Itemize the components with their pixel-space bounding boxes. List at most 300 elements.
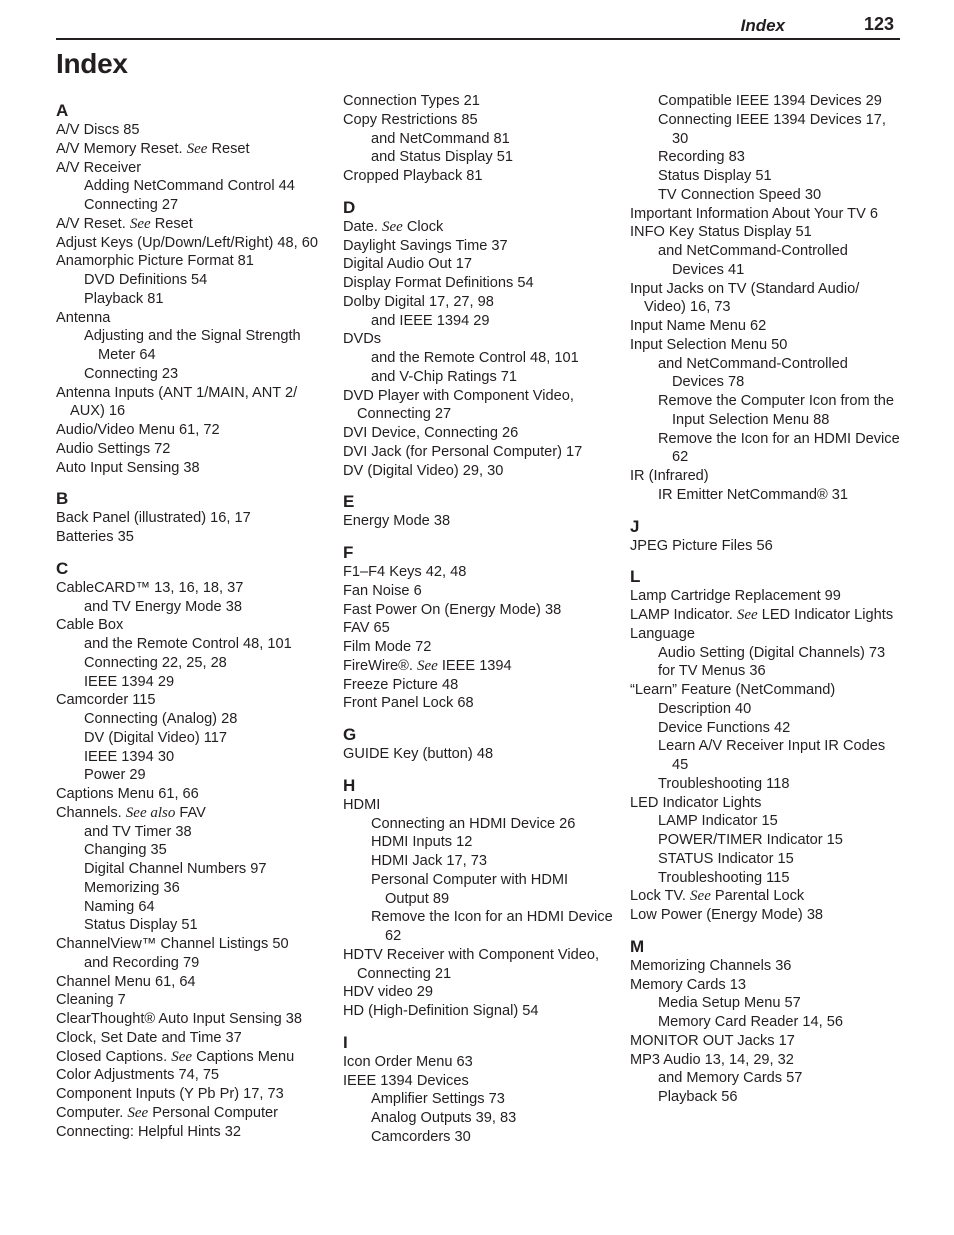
index-entry <box>630 976 902 995</box>
index-group <box>56 559 328 1142</box>
entry-text: Playback 56 <box>658 1089 738 1105</box>
entry-text: and Status Display 51 <box>371 149 513 166</box>
index-subentry <box>630 186 902 205</box>
entry-text: LAMP Indicator 15 <box>658 813 778 830</box>
index-column-1 <box>56 101 328 1153</box>
index-subentry <box>56 290 328 309</box>
index-entry <box>343 1053 615 1072</box>
index-entry <box>343 694 615 713</box>
index-entry <box>56 252 328 271</box>
entry-text: Learn A/V Receiver Input IR Codes 45 <box>658 738 886 773</box>
entry-text: HDMI <box>343 796 381 813</box>
entry-text: HD (High-Definition Signal) 54 <box>343 1003 539 1019</box>
index-letter-heading: I <box>343 1032 348 1052</box>
entry-text: MONITOR OUT Jacks 17 <box>630 1032 795 1049</box>
index-group <box>56 489 328 547</box>
see-target: Captions Menu <box>192 1048 295 1065</box>
index-subentry <box>56 729 328 748</box>
entry-text: A/V Memory Reset. <box>56 140 183 157</box>
see-reference: See <box>690 888 711 905</box>
see-reference: See also <box>125 804 176 821</box>
entry-text: STATUS Indicator 15 <box>658 850 794 867</box>
entry-text: F1–F4 Keys 42, 48 <box>343 564 467 580</box>
entry-text: Remove the Icon for an HDMI Device 62 <box>658 430 900 466</box>
see-target: Reset <box>150 215 193 232</box>
see-reference: See <box>129 215 151 232</box>
index-subentry <box>630 242 902 280</box>
entry-text: Date. <box>343 218 378 235</box>
index-group <box>343 92 615 186</box>
index-entry <box>56 1123 328 1142</box>
entry-text: DVI Jack (for Personal Computer) 17 <box>343 443 583 460</box>
entry-text: IEEE 1394 Devices <box>343 1072 469 1089</box>
index-entry <box>56 1085 328 1104</box>
entry-text: Personal Computer with HDMI Output 89 <box>371 871 569 907</box>
entry-text: Remove the Computer Icon from the Input Selection Menu 88 <box>658 393 895 428</box>
index-entry <box>630 467 902 486</box>
entry-text: Cable Box <box>56 617 124 634</box>
entry-text: JPEG Picture Files 56 <box>630 537 773 554</box>
index-column-2 <box>343 92 615 1159</box>
index-entry <box>56 159 328 178</box>
entry-text: and NetCommand-Controlled Devices 41 <box>658 243 848 278</box>
index-subentry <box>630 869 902 888</box>
entry-text: Naming 64 <box>84 898 155 915</box>
index-entry <box>343 424 615 443</box>
index-subentry <box>343 1128 615 1147</box>
entry-text: Memorizing Channels 36 <box>630 957 792 974</box>
index-entry <box>56 1029 328 1048</box>
entry-text: Camcorder 115 <box>56 692 156 709</box>
index-entry <box>343 796 615 815</box>
entry-text: Connecting IEEE 1394 Devices 17, 30 <box>658 111 886 147</box>
index-subentry <box>630 92 902 111</box>
index-group <box>343 543 615 713</box>
index-subentry <box>630 737 902 775</box>
index-group <box>343 492 615 531</box>
index-subentry <box>630 167 902 186</box>
entry-text: Front Panel Lock 68 <box>343 695 474 712</box>
entry-text: Anamorphic Picture Format 81 <box>56 253 254 270</box>
index-subentry <box>56 196 328 215</box>
entry-text: Dolby Digital 17, 27, 98 <box>343 293 494 310</box>
see-target: LED Indicator Lights <box>757 607 894 623</box>
index-subentry <box>630 831 902 850</box>
entry-text: Connecting 27 <box>84 197 179 213</box>
entry-text: Adjust Keys (Up/Down/Left/Right) 48, 60 <box>56 234 319 251</box>
entry-text: FireWire®. <box>343 657 413 674</box>
entry-text: HDMI Jack 17, 73 <box>371 853 487 869</box>
index-entry <box>56 1010 328 1029</box>
see-reference: See <box>186 140 208 157</box>
index-subentry <box>630 994 902 1013</box>
entry-text: DV (Digital Video) 117 <box>84 729 228 746</box>
index-subentry <box>630 719 902 738</box>
entry-text: Cleaning 7 <box>56 992 126 1009</box>
index-entry <box>343 638 615 657</box>
entry-text: Recording 83 <box>658 149 745 166</box>
entry-text: Audio/Video Menu 61, 72 <box>56 422 220 438</box>
index-subentry <box>56 654 328 673</box>
header-section-name: Index <box>740 16 785 35</box>
index-subentry <box>56 673 328 692</box>
entry-text: Input Selection Menu 50 <box>630 336 788 353</box>
index-subentry <box>343 148 615 167</box>
index-entry <box>56 973 328 992</box>
index-entry <box>630 587 902 606</box>
index-entry <box>630 681 902 700</box>
index-letter-heading: A <box>56 101 69 120</box>
index-subentry <box>343 1109 615 1128</box>
index-entry <box>630 887 902 906</box>
index-entry <box>630 625 902 644</box>
entry-text: LAMP Indicator. <box>630 607 733 623</box>
index-letter-heading: C <box>56 558 69 578</box>
entry-text: A/V Reset. <box>56 215 126 232</box>
index-group <box>630 517 902 556</box>
index-entry <box>343 676 615 695</box>
entry-text: HDMI Inputs 12 <box>371 834 473 851</box>
entry-text: Display Format Definitions 54 <box>343 275 534 291</box>
index-subentry <box>630 430 902 468</box>
entry-text: Lamp Cartridge Replacement 99 <box>630 588 841 605</box>
index-group <box>630 92 902 505</box>
entry-text: Energy Mode 38 <box>343 513 451 530</box>
see-target: Reset <box>207 140 250 157</box>
index-entry <box>343 111 615 130</box>
entry-text: HDV video 29 <box>343 984 434 1001</box>
index-letter-heading: M <box>630 936 645 956</box>
index-subentry <box>343 349 615 368</box>
index-letter-heading: D <box>343 197 356 217</box>
entry-text: Compatible IEEE 1394 Devices 29 <box>658 93 882 109</box>
entry-text: Digital Audio Out 17 <box>343 256 472 273</box>
entry-text: ClearThought® Auto Input Sensing 38 <box>56 1011 303 1027</box>
index-entry <box>343 582 615 601</box>
entry-text: Audio Setting (Digital Channels) 73 <box>658 644 886 661</box>
index-letter-heading: B <box>56 489 69 509</box>
index-entry <box>56 384 328 422</box>
see-target: IEEE 1394 <box>437 657 512 674</box>
index-entry <box>343 237 615 256</box>
entry-text: Adjusting and the Signal Strength Meter 64 <box>84 328 301 363</box>
index-letter-heading: J <box>630 516 640 536</box>
index-entry <box>630 794 902 813</box>
index-entry <box>56 991 328 1010</box>
index-subentry <box>343 871 615 909</box>
entry-text: Clock, Set Date and Time 37 <box>56 1029 242 1046</box>
entry-text: A/V Discs 85 <box>56 122 140 138</box>
entry-text: Memory Card Reader 14, 56 <box>658 1014 843 1030</box>
index-entry <box>56 616 328 635</box>
index-entry <box>343 563 615 582</box>
index-entry <box>56 309 328 328</box>
entry-text: for TV Menus 36 <box>658 663 766 680</box>
index-subentry <box>56 177 328 196</box>
index-subentry <box>343 833 615 852</box>
index-entry <box>343 387 615 425</box>
index-subentry <box>56 766 328 785</box>
index-subentry <box>56 635 328 654</box>
index-entry <box>56 1104 328 1123</box>
entry-text: Icon Order Menu 63 <box>343 1053 473 1070</box>
entry-text: Input Name Menu 62 <box>630 318 767 334</box>
index-entry <box>630 223 902 242</box>
index-group <box>630 937 902 1107</box>
index-subentry <box>56 954 328 973</box>
entry-text: Digital Channel Numbers 97 <box>84 861 267 877</box>
index-entry <box>630 205 902 224</box>
entry-text: Connecting: Helpful Hints 32 <box>56 1123 241 1140</box>
entry-text: Freeze Picture 48 <box>343 676 459 693</box>
entry-text: LED Indicator Lights <box>630 794 762 811</box>
index-letter-heading: H <box>343 775 356 795</box>
index-subentry <box>56 748 328 767</box>
entry-text: “Learn” Feature (NetCommand) <box>630 682 836 698</box>
entry-text: GUIDE Key (button) 48 <box>343 746 494 762</box>
entry-text: Remove the Icon for an HDMI Device 62 <box>371 909 613 944</box>
entry-text: Closed Captions. <box>56 1048 168 1065</box>
index-subentry <box>630 644 902 663</box>
index-entry <box>343 218 615 237</box>
entry-text: Status Display 51 <box>84 917 198 934</box>
index-entry <box>343 462 615 481</box>
entry-text: DVI Device, Connecting 26 <box>343 425 519 441</box>
index-entry <box>343 293 615 312</box>
entry-text: DV (Digital Video) 29, 30 <box>343 462 504 479</box>
entry-text: Antenna Inputs (ANT 1/MAIN, ANT 2/ AUX) 16 <box>56 384 298 420</box>
index-subentry <box>630 148 902 167</box>
index-subentry <box>343 368 615 387</box>
index-entry <box>56 215 328 234</box>
index-entry <box>56 935 328 954</box>
entry-text: Captions Menu 61, 66 <box>56 786 199 802</box>
entry-text: Computer. <box>56 1104 124 1121</box>
index-group <box>56 101 328 477</box>
index-subentry <box>56 365 328 384</box>
index-group <box>343 725 615 764</box>
entry-text: Power 29 <box>84 767 146 784</box>
index-entry <box>343 983 615 1002</box>
entry-text: DVD Player with Component Video, Connecting 27 <box>343 387 574 423</box>
index-entry <box>343 601 615 620</box>
entry-text: Camcorders 30 <box>371 1128 471 1145</box>
index-subentry <box>56 710 328 729</box>
index-entry <box>343 443 615 462</box>
index-entry <box>56 579 328 598</box>
entry-text: Description 40 <box>658 700 752 717</box>
running-header <box>56 14 900 40</box>
index-entry <box>630 1051 902 1070</box>
index-subentry <box>343 908 615 946</box>
index-entry <box>56 140 328 159</box>
index-subentry <box>630 111 902 149</box>
index-subentry <box>56 898 328 917</box>
entry-text: and Memory Cards 57 <box>658 1070 803 1087</box>
entry-text: Memory Cards 13 <box>630 976 746 993</box>
index-column-3 <box>630 92 902 1119</box>
index-letter-heading: F <box>343 543 354 562</box>
index-letter-heading: G <box>343 725 357 744</box>
entry-text: and TV Timer 38 <box>84 823 192 840</box>
entry-text: Color Adjustments 74, 75 <box>56 1067 220 1084</box>
entry-text: Film Mode 72 <box>343 639 432 655</box>
entry-text: and the Remote Control 48, 101 <box>371 350 579 366</box>
entry-text: and TV Energy Mode 38 <box>84 598 242 615</box>
see-target: Personal Computer <box>148 1104 279 1121</box>
entry-text: Analog Outputs 39, 83 <box>371 1110 517 1126</box>
entry-text: HDTV Receiver with Component Video, Connecting 21 <box>343 946 600 982</box>
entry-text: Component Inputs (Y Pb Pr) 17, 73 <box>56 1086 284 1102</box>
index-subentry <box>630 850 902 869</box>
index-entry <box>630 906 902 925</box>
entry-text: Channel Menu 61, 64 <box>56 973 196 990</box>
index-entry <box>630 336 902 355</box>
index-entry <box>343 92 615 111</box>
index-group <box>343 198 615 481</box>
index-subentry <box>343 312 615 331</box>
index-entry <box>56 691 328 710</box>
index-subentry <box>343 852 615 871</box>
index-entry <box>630 280 902 318</box>
entry-text: Memorizing 36 <box>84 879 180 896</box>
entry-text: Status Display 51 <box>658 168 772 184</box>
entry-text: IR Emitter NetCommand® 31 <box>658 486 848 503</box>
index-subentry <box>343 1090 615 1109</box>
entry-text: Amplifier Settings 73 <box>371 1091 505 1108</box>
index-subentry <box>343 815 615 834</box>
entry-text: Device Functions 42 <box>658 719 791 736</box>
entry-text: IEEE 1394 29 <box>84 673 175 690</box>
index-entry <box>56 440 328 459</box>
index-entry <box>343 745 615 764</box>
entry-text: Adding NetCommand Control 44 <box>84 178 295 195</box>
entry-text: Copy Restrictions 85 <box>343 111 478 128</box>
index-subentry <box>630 775 902 794</box>
entry-text: FAV 65 <box>343 620 390 637</box>
entry-text: Channels. <box>56 804 122 821</box>
entry-text: CableCARD™ 13, 16, 18, 37 <box>56 579 244 596</box>
index-entry <box>343 946 615 984</box>
entry-text: Fan Noise 6 <box>343 582 422 599</box>
index-subentry <box>56 327 328 365</box>
index-entry <box>343 255 615 274</box>
index-subentry <box>630 1013 902 1032</box>
entry-text: and Recording 79 <box>84 954 200 971</box>
index-letter-heading: L <box>630 567 641 587</box>
index-subentry <box>630 662 902 681</box>
entry-text: Lock TV. <box>630 888 686 905</box>
index-entry <box>343 512 615 531</box>
entry-text: IR (Infrared) <box>630 468 709 484</box>
see-reference: See <box>127 1104 149 1121</box>
entry-text: and IEEE 1394 29 <box>371 312 490 329</box>
index-entry <box>630 1032 902 1051</box>
page-title: Index <box>56 48 128 79</box>
index-subentry <box>56 598 328 617</box>
index-subentry <box>56 841 328 860</box>
see-reference: See <box>381 218 403 235</box>
entry-text: Back Panel (illustrated) 16, 17 <box>56 510 251 527</box>
index-group <box>343 776 615 1021</box>
index-entry <box>56 459 328 478</box>
index-subentry <box>56 916 328 935</box>
entry-text: and the Remote Control 48, 101 <box>84 636 292 652</box>
index-subentry <box>343 130 615 149</box>
index-subentry <box>630 486 902 505</box>
index-subentry <box>56 823 328 842</box>
entry-text: Connecting 23 <box>84 365 179 382</box>
index-subentry <box>56 271 328 290</box>
index-subentry <box>630 392 902 430</box>
entry-text: MP3 Audio 13, 14, 29, 32 <box>630 1051 794 1068</box>
entry-text: Important Information About Your TV 6 <box>630 205 878 222</box>
index-entry <box>56 121 328 140</box>
entry-text: Auto Input Sensing 38 <box>56 459 200 476</box>
index-entry <box>56 804 328 823</box>
see-target: Parental Lock <box>710 888 805 905</box>
entry-text: A/V Receiver <box>56 159 142 176</box>
entry-text: Input Jacks on TV (Standard Audio/ Video) 16, 73 <box>630 280 860 316</box>
index-entry <box>630 606 902 625</box>
entry-text: Media Setup Menu 57 <box>658 995 801 1012</box>
index-entry <box>343 274 615 293</box>
see-reference: See <box>736 607 758 623</box>
index-subentry <box>630 700 902 719</box>
entry-text: INFO Key Status Display 51 <box>630 224 812 241</box>
entry-text: IEEE 1394 30 <box>84 748 175 765</box>
entry-text: Low Power (Energy Mode) 38 <box>630 907 824 923</box>
see-reference: See <box>417 657 438 674</box>
index-entry <box>56 1048 328 1067</box>
entry-text: POWER/TIMER Indicator 15 <box>658 832 843 848</box>
index-subentry <box>630 812 902 831</box>
index-entry <box>56 528 328 547</box>
entry-text: Connecting (Analog) 28 <box>84 711 238 727</box>
entry-text: DVDs <box>343 331 382 348</box>
see-reference: See <box>171 1048 193 1065</box>
index-entry <box>56 785 328 804</box>
entry-text: Playback 81 <box>84 290 164 307</box>
entry-text: Troubleshooting 115 <box>658 869 790 886</box>
index-entry <box>343 330 615 349</box>
index-entry <box>56 421 328 440</box>
entry-text: Cropped Playback 81 <box>343 168 483 184</box>
entry-text: Connecting 22, 25, 28 <box>84 654 227 671</box>
index-entry <box>343 619 615 638</box>
entry-text: Fast Power On (Energy Mode) 38 <box>343 601 562 618</box>
entry-text: DVD Definitions 54 <box>84 272 208 288</box>
see-target: Clock <box>402 218 444 235</box>
index-entry <box>630 957 902 976</box>
index-subentry <box>630 355 902 393</box>
entry-text: and NetCommand-Controlled Devices 78 <box>658 355 848 391</box>
entry-text: Language <box>630 625 695 642</box>
entry-text: ChannelView™ Channel Listings 50 <box>56 936 289 952</box>
index-entry <box>630 537 902 556</box>
index-entry <box>343 167 615 186</box>
entry-text: Batteries 35 <box>56 529 134 545</box>
index-entry <box>56 1066 328 1085</box>
entry-text: Connecting an HDMI Device 26 <box>371 815 576 832</box>
entry-text: Audio Settings 72 <box>56 440 171 457</box>
entry-text: Connection Types 21 <box>343 93 480 109</box>
header-page-number: 123 <box>863 14 894 34</box>
index-subentry <box>56 860 328 879</box>
entry-text: TV Connection Speed 30 <box>658 186 822 203</box>
index-entry <box>56 509 328 528</box>
index-entry <box>343 1072 615 1091</box>
